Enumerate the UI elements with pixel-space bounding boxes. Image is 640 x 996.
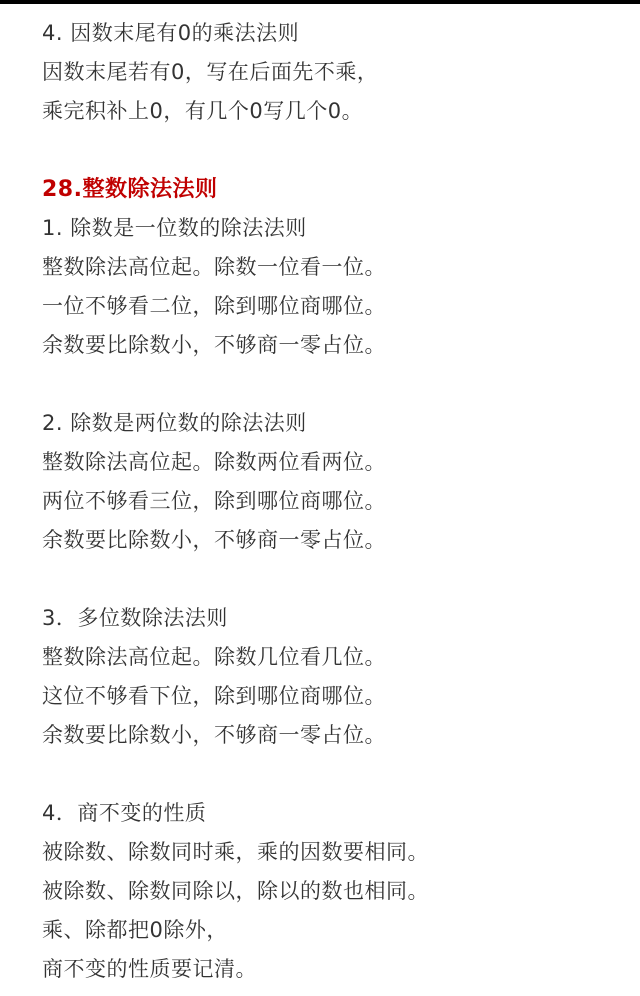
rule-title: 3．多位数除法法则 (42, 606, 228, 630)
rule-text: 乘、除都把0除外， (42, 918, 228, 942)
top-border (0, 0, 640, 4)
rule-text: 乘完积补上0，有几个0写几个0。 (42, 99, 364, 123)
article-content (42, 14, 622, 989)
rule-text: 被除数、除数同除以，除以的数也相同。 (42, 879, 429, 903)
section-spacer (42, 365, 622, 404)
rule-text: 因数末尾若有0，写在后面先不乘， (42, 60, 379, 84)
section-two-digit-divisor (42, 404, 622, 560)
rule-text: 一位不够看二位，除到哪位商哪位。 (42, 294, 386, 318)
rule-text: 整数除法高位起。除数一位看一位。 (42, 255, 386, 279)
rule-text: 商不变的性质要记清。 (42, 957, 257, 981)
section-division-rules (42, 170, 622, 365)
section-multiplication-zeros (42, 14, 622, 131)
section-heading: 28.整数除法法则 (42, 177, 218, 202)
rule-title: 2. 除数是两位数的除法法则 (42, 411, 307, 435)
rule-text: 余数要比除数小，不够商一零占位。 (42, 723, 386, 747)
rule-text: 两位不够看三位，除到哪位商哪位。 (42, 489, 386, 513)
rule-text: 整数除法高位起。除数几位看几位。 (42, 645, 386, 669)
section-spacer (42, 755, 622, 794)
rule-title: 4．商不变的性质 (42, 801, 207, 825)
section-multi-digit-divisor (42, 599, 622, 755)
rule-text: 整数除法高位起。除数两位看两位。 (42, 450, 386, 474)
rule-text: 这位不够看下位，除到哪位商哪位。 (42, 684, 386, 708)
section-spacer (42, 560, 622, 599)
section-spacer (42, 131, 622, 170)
rule-text: 余数要比除数小，不够商一零占位。 (42, 528, 386, 552)
rule-text: 余数要比除数小，不够商一零占位。 (42, 333, 386, 357)
rule-text: 被除数、除数同时乘，乘的因数要相同。 (42, 840, 429, 864)
rule-title: 1. 除数是一位数的除法法则 (42, 216, 307, 240)
section-quotient-invariance (42, 794, 622, 989)
rule-title: 4. 因数末尾有0的乘法法则 (42, 21, 300, 45)
